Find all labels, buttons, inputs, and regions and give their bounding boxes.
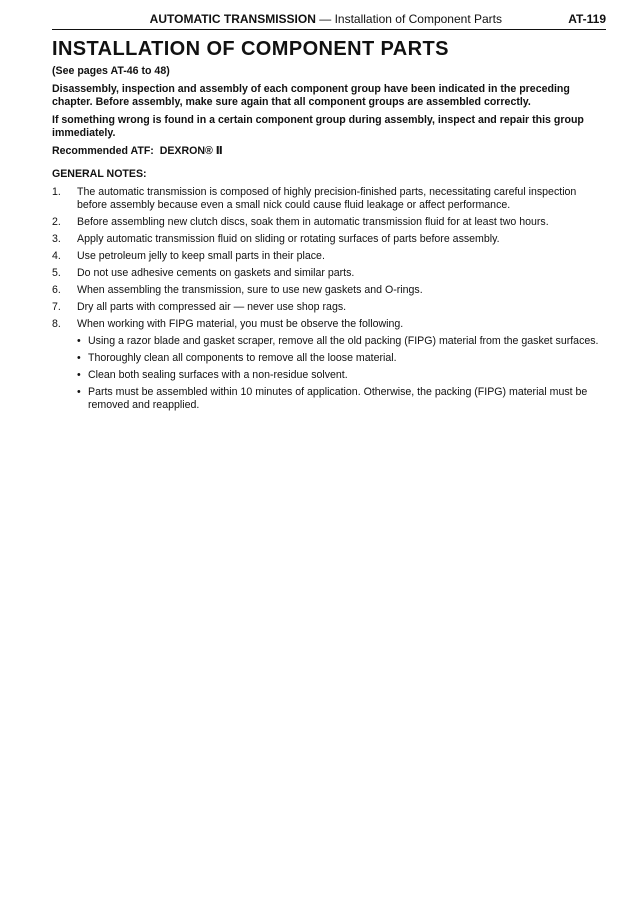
note-number: 8.	[52, 318, 61, 330]
recommended-atf-value: DEXRON® Ⅱ	[159, 145, 223, 157]
note-number: 2.	[52, 216, 61, 228]
note-text: The automatic transmission is composed of highly precision-finished parts, necessitating careful inspection before assembly because even a small nick could cause fluid leakage or affect performance.	[77, 186, 577, 211]
note-text: Use petroleum jelly to keep small parts in their place.	[77, 250, 325, 262]
note-text: When assembling the transmission, sure to use new gaskets and O-rings.	[77, 284, 423, 296]
general-notes-list	[52, 186, 606, 412]
fipg-bullet-list	[77, 335, 606, 412]
page-header	[52, 12, 606, 30]
recommended-atf-label: Recommended ATF:	[52, 145, 154, 157]
page-number: AT-119	[568, 12, 606, 26]
note-item	[52, 301, 606, 314]
document-body	[52, 65, 606, 416]
note-number: 3.	[52, 233, 61, 245]
fipg-bullet-item	[77, 352, 606, 365]
repair-paragraph: If something wrong is found in a certain component group during assembly, inspect and repair this group immediately.	[52, 114, 584, 139]
fipg-bullet-item	[77, 369, 606, 382]
bullet-icon: •	[77, 369, 81, 381]
bullet-icon: •	[77, 352, 81, 364]
header-divider	[52, 29, 606, 30]
recommended-atf	[52, 145, 606, 158]
note-text: Before assembling new clutch discs, soak them in automatic transmission fluid for at least two hours.	[77, 216, 549, 228]
note-item	[52, 216, 606, 229]
header-separator: —	[315, 12, 335, 26]
running-header	[150, 12, 502, 26]
note-number: 7.	[52, 301, 61, 313]
note-number: 5.	[52, 267, 61, 279]
note-number: 6.	[52, 284, 61, 296]
note-number: 4.	[52, 250, 61, 262]
bullet-icon: •	[77, 386, 81, 398]
note-text: Do not use adhesive cements on gaskets and similar parts.	[77, 267, 355, 279]
see-pages-reference: (See pages AT-46 to 48)	[52, 65, 170, 77]
fipg-bullet-item	[77, 386, 606, 412]
note-item	[52, 186, 606, 212]
header-section: AUTOMATIC TRANSMISSION	[149, 12, 316, 26]
note-item	[52, 284, 606, 297]
note-item	[52, 267, 606, 280]
note-text: Dry all parts with compressed air — never use shop rags.	[77, 301, 347, 313]
page-title: INSTALLATION OF COMPONENT PARTS	[52, 38, 449, 60]
fipg-bullet-text: Using a razor blade and gasket scraper, remove all the old packing (FIPG) material from the gasket surfaces.	[88, 335, 599, 347]
fipg-bullet-item	[77, 335, 606, 348]
bullet-icon: •	[77, 335, 81, 347]
intro-paragraph: Disassembly, inspection and assembly of each component group have been indicated in the preceding chapter. Before assembly, make sure again that all component groups are assembled correctly.	[52, 83, 570, 108]
note-item	[52, 318, 606, 412]
note-text: When working with FIPG material, you must be observe the following.	[77, 318, 404, 330]
note-number: 1.	[52, 186, 61, 198]
note-item	[52, 250, 606, 263]
fipg-bullet-text: Clean both sealing surfaces with a non-residue solvent.	[88, 369, 348, 381]
general-notes-heading: GENERAL NOTES:	[52, 168, 147, 180]
note-item	[52, 233, 606, 246]
header-subsection: Installation of Component Parts	[334, 12, 502, 26]
fipg-bullet-text: Thoroughly clean all components to remove all the loose material.	[88, 352, 397, 364]
note-text: Apply automatic transmission fluid on sliding or rotating surfaces of parts before assembly.	[77, 233, 500, 245]
fipg-bullet-text: Parts must be assembled within 10 minutes of application. Otherwise, the packing (FIPG) material must be removed and reapplied.	[88, 386, 588, 411]
